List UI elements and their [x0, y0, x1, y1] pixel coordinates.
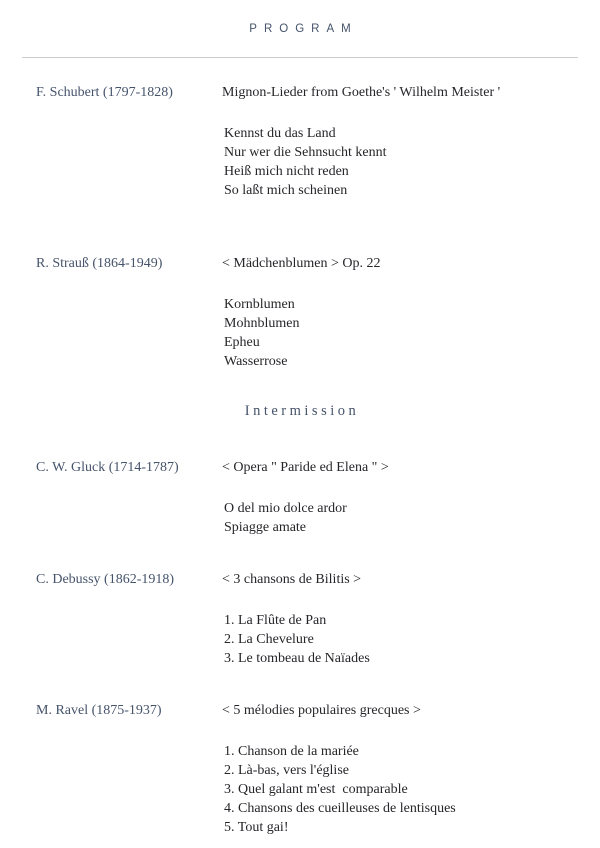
- song-list: [224, 611, 590, 668]
- song-item: 3. Quel galant m'est comparable: [224, 782, 408, 797]
- composer-work-row: [36, 83, 590, 102]
- work-title: < 5 mélodies populaires grecques >: [222, 703, 421, 718]
- song-item: Spiagge amate: [224, 520, 307, 535]
- song-item: Kennst du das Land: [224, 126, 336, 141]
- composer-name: R. Strauß (1864-1949): [36, 256, 163, 271]
- song-item: O del mio dolce ardor: [224, 501, 347, 516]
- song-item: 4. Chansons des cueilleuses de lentisques: [224, 801, 456, 816]
- song-item: 1. La Flûte de Pan: [224, 613, 327, 628]
- intermission-label: Intermission: [244, 403, 360, 419]
- page-title: PROGRAM: [249, 23, 358, 35]
- work-title: < 3 chansons de Bilitis >: [222, 572, 362, 587]
- composer-work-row: [36, 458, 590, 477]
- work-title: < Mädchenblumen > Op. 22: [222, 256, 381, 271]
- song-item: Kornblumen: [224, 297, 295, 312]
- song-item: So laßt mich scheinen: [224, 183, 348, 198]
- composer-work-row: [36, 701, 590, 720]
- song-item: Heiß mich nicht reden: [224, 164, 349, 179]
- program-section-schubert: [36, 83, 590, 200]
- song-list: [224, 499, 590, 537]
- composer-name: C. W. Gluck (1714-1787): [36, 460, 179, 475]
- song-item: Nur wer die Sehnsucht kennt: [224, 145, 387, 160]
- song-list: [224, 124, 590, 200]
- composer-name: M. Ravel (1875-1937): [36, 703, 162, 718]
- song-item: Mohnblumen: [224, 316, 300, 331]
- work-title: < Opera " Paride ed Elena " >: [222, 460, 389, 475]
- composer-name: F. Schubert (1797-1828): [36, 85, 173, 100]
- program-section-debussy: [36, 570, 590, 668]
- work-title: Mignon-Lieder from Goethe's ' Wilhelm Meister ': [222, 85, 501, 100]
- song-item: Wasserrose: [224, 354, 288, 369]
- song-item: 2. Là-bas, vers l'église: [224, 763, 349, 778]
- composer-work-row: [36, 570, 590, 589]
- composer-work-row: [36, 254, 590, 273]
- song-list: [224, 742, 590, 837]
- program-section-gluck: [36, 458, 590, 537]
- composer-name: C. Debussy (1862-1918): [36, 572, 175, 587]
- program-section-strauss: [36, 254, 590, 371]
- song-item: 5. Tout gai!: [224, 820, 289, 835]
- divider: [22, 57, 578, 58]
- song-item: 2. La Chevelure: [224, 632, 314, 647]
- song-item: Epheu: [224, 335, 260, 350]
- song-item: 1. Chanson de la mariée: [224, 744, 359, 759]
- song-list: [224, 295, 590, 371]
- program-section-ravel: [36, 701, 590, 837]
- song-item: 3. Le tombeau de Naïades: [224, 651, 370, 666]
